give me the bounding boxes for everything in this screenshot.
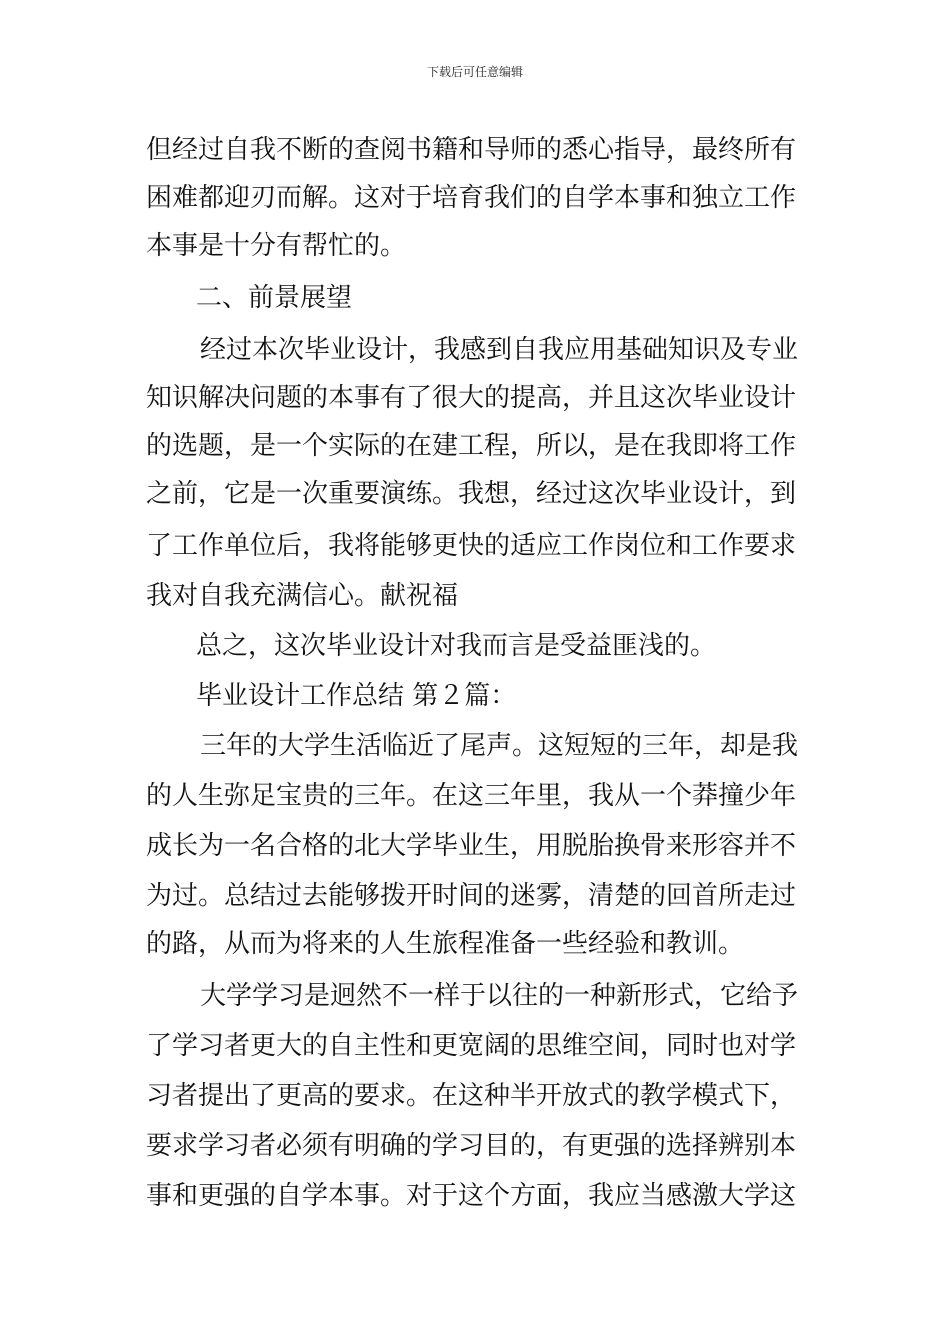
text-line: 了工作单位后，我将能够更快的适应工作岗位和工作要求 — [146, 531, 797, 561]
text-line: 本事是十分有帮忙的。 — [146, 231, 407, 261]
text-line: 总之，这次毕业设计对我而言是受益匪浅的。 — [196, 631, 717, 661]
text-line: 成长为一名合格的北大学毕业生，用脱胎换骨来形容并不 — [146, 831, 797, 861]
text-line: 为过。总结过去能够拨开时间的迷雾，清楚的回首所走过 — [146, 881, 797, 911]
text-line: 习者提出了更高的要求。在这种半开放式的教学模式下， — [146, 1081, 797, 1111]
text-line: 大学学习是迥然不一样于以往的一种新形式，它给予 — [200, 981, 799, 1011]
text-line: 的人生弥足宝贵的三年。在这三年里，我从一个莽撞少年 — [146, 781, 797, 811]
text-line: 三年的大学生活临近了尾声。这短短的三年，却是我 — [200, 731, 799, 761]
text-line: 困难都迎刃而解。这对于培育我们的自学本事和独立工作 — [146, 183, 797, 213]
text-line: 的路，从而为将来的人生旅程准备一些经验和教训。 — [146, 929, 745, 959]
text-line: 了学习者更大的自主性和更宽阔的思维空间，同时也对学 — [146, 1031, 797, 1061]
text-line: 我对自我充满信心。献祝福 — [146, 581, 459, 611]
text-line: 知识解决问题的本事有了很大的提高，并且这次毕业设计 — [146, 383, 797, 413]
text-line: 之前，它是一次重要演练。我想，经过这次毕业设计，到 — [146, 479, 797, 509]
text-line: 的选题，是一个实际的在建工程，所以，是在我即将工作 — [146, 431, 797, 461]
text-line: 要求学习者必须有明确的学习目的，有更强的选择辨别本 — [146, 1131, 797, 1161]
text-line: 经过本次毕业设计，我感到自我应用基础知识及专业 — [200, 335, 799, 365]
section-heading: 二、前景展望 — [196, 283, 353, 313]
page-header: 下载后可任意编辑 — [426, 65, 523, 79]
section-heading: 毕业设计工作总结 第２篇： — [196, 681, 517, 711]
text-line: 事和更强的自学本事。对于这个方面，我应当感激大学这 — [146, 1181, 797, 1211]
text-line: 但经过自我不断的查阅书籍和导师的悉心指导，最终所有 — [146, 135, 797, 165]
